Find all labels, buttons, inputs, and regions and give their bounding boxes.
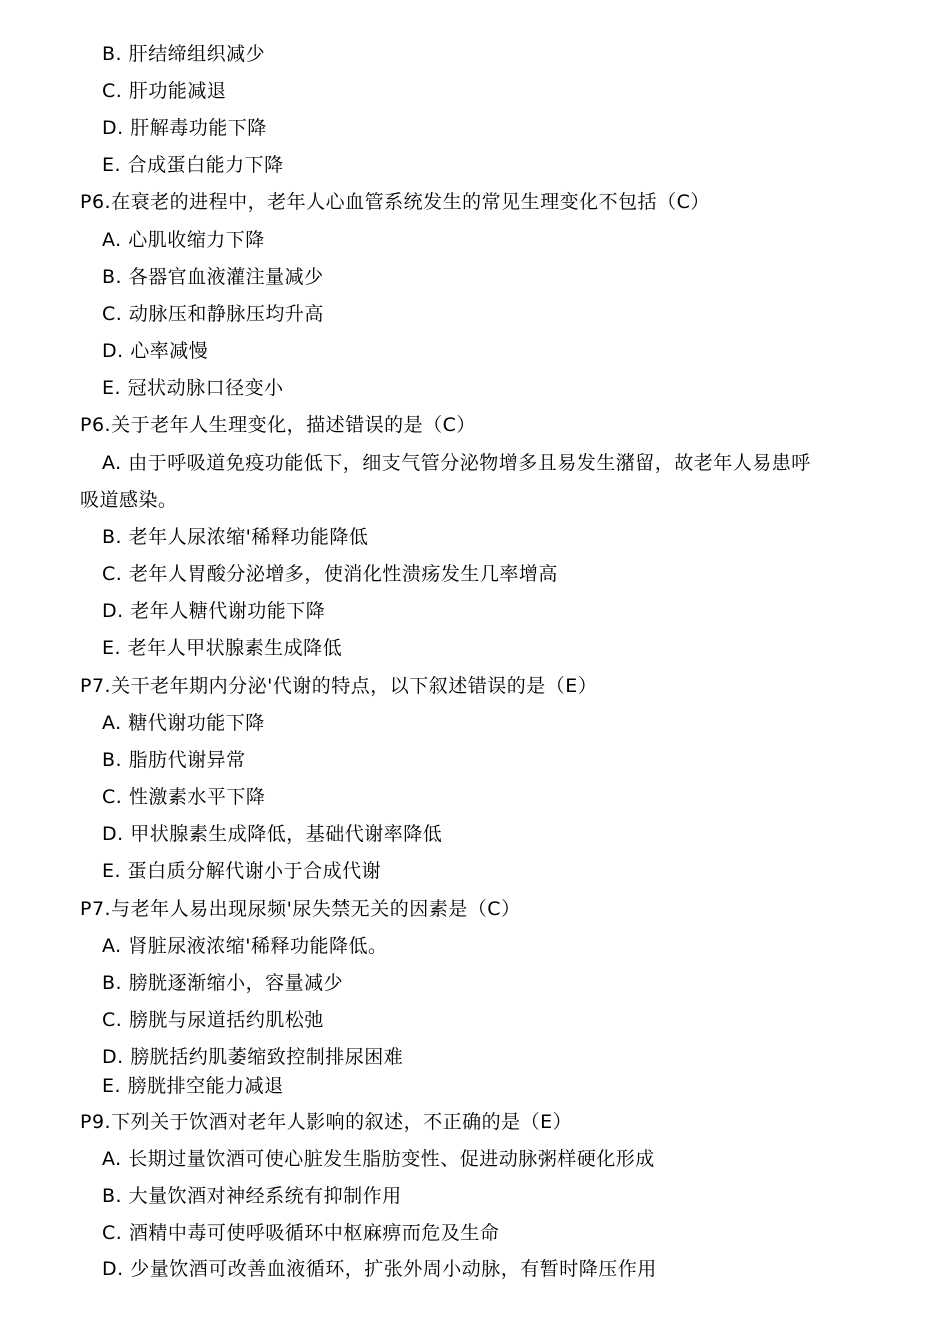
option-line: C. 动脉压和静脉压均升高 [102,303,324,325]
option-line: B. 大量饮酒对神经系统有抑制作用 [102,1185,402,1207]
question-line: P6.关于老年人生理变化，描述错误的是（C） [80,414,476,436]
option-line: D. 老年人糖代谢功能下降 [102,600,326,622]
question-line: P9.下列关于饮酒对老年人影响的叙述，不正确的是（E） [80,1111,573,1133]
option-line: A. 肾脏尿液浓缩'稀释功能降低。 [102,935,388,957]
option-line: D. 肝解毒功能下降 [102,117,267,139]
option-line: E. 蛋白质分解代谢小于合成代谢 [102,860,382,882]
option-line: E. 冠状动脉口径变小 [102,377,284,399]
option-continuation-line: 吸道感染。 [80,489,178,511]
option-line: D. 膀胱括约肌萎缩致控制排尿困难 [102,1046,404,1068]
question-line: P6.在衰老的进程中，老年人心血管系统发生的常见生理变化不包括（C） [80,191,710,213]
option-line: C. 肝功能减退 [102,80,227,102]
option-line: D. 少量饮酒可改善血液循环，扩张外周小动脉，有暂时降压作用 [102,1258,657,1280]
option-line: B. 老年人尿浓缩'稀释功能降低 [102,526,369,548]
option-line: D. 心率减慢 [102,340,209,362]
option-line: E. 老年人甲状腺素生成降低 [102,637,343,659]
option-line: C. 酒精中毒可使呼吸循环中枢麻痹而危及生命 [102,1222,500,1244]
option-line: B. 肝结缔组织减少 [102,43,266,65]
option-line: A. 糖代谢功能下降 [102,712,265,734]
option-line: A. 心肌收缩力下降 [102,229,265,251]
option-line: A. 长期过量饮酒可使心脏发生脂肪变性、促进动脉粥样硬化形成 [102,1148,655,1170]
question-line: P7.与老年人易出现尿频'尿失禁无关的因素是（C） [80,898,521,920]
option-line: C. 老年人胃酸分泌增多，使消化性溃疡发生几率增高 [102,563,558,585]
option-line: B. 各器官血液灌注量减少 [102,266,324,288]
option-line: B. 膀胱逐渐缩小，容量减少 [102,972,344,994]
option-line: D. 甲状腺素生成降低，基础代谢率降低 [102,823,443,845]
option-line: A. 由于呼吸道免疫功能低下，细支气管分泌物增多且易发生潴留，故老年人易患呼 [102,452,811,474]
option-line: B. 脂肪代谢异常 [102,749,246,771]
option-line: C. 膀胱与尿道括约肌松弛 [102,1009,324,1031]
question-line: P7.关干老年期内分泌'代谢的特点，以下叙述错误的是（E） [80,675,598,697]
option-line: E. 膀胱排空能力减退 [102,1075,284,1097]
option-line: E. 合成蛋白能力下降 [102,154,284,176]
option-line: C. 性激素水平下降 [102,786,266,808]
